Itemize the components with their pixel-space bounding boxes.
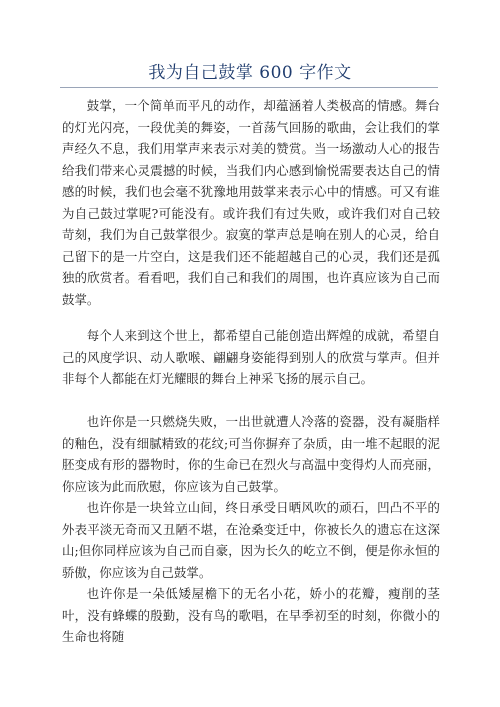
paragraph-2: 每个人来到这个世上，都希望自己能创造出辉煌的成就，希望自己的风度学识、动人歌喉、翩翩身姿能得到别人的欣赏与掌声。但并非每个人都能在灯光耀眼的舞台上神采飞扬的展示自己。 [62, 328, 440, 386]
paragraph-5: 也许你是一朵低矮屋檐下的无名小花，娇小的花瓣，瘦削的茎叶，没有蜂蝶的殷勤，没有鸟的歌唱，在早季初至的时刻，你微小的生命也将随 [62, 586, 440, 644]
document-title: 我为自己鼓掌 600 字作文 [148, 63, 352, 83]
paragraph-1: 鼓掌，一个简单而平凡的动作，却蕴涵着人类极高的情感。舞台的灯光闪亮，一段优美的舞姿，一首荡气回肠的歌曲，会让我们的掌声经久不息，我们用掌声来表示对美的赞赏。当一场激动人心的报告给我们带来心灵震撼的时候，当我们内心感到愉悦需要表达自己的情感的时候，我们也会毫不犹豫地用鼓掌来表示心中的情感。可又有谁为自己鼓过掌呢?可能没有。或许我们有过失败，或许我们对自己较苛刻，我们为自己鼓掌很少。寂寞的掌声总是响在别人的心灵，给自己留下的是一片空白，这是我们还不能超越自己的心灵，我们还是孤独的欣赏者。看看吧，我们自己和我们的周围，也许真应该为自己而鼓掌。 [62, 98, 440, 307]
paragraph-4: 也许你是一块耸立山间，终日承受日晒风吹的顽石，凹凸不平的外表平淡无奇而又丑陋不堪，在沧桑变迁中，你被长久的遗忘在这深山;但你同样应该为自己而自豪，因为长久的屹立不倒，便是你永恒的骄傲，你应该为自己鼓掌。 [62, 500, 440, 580]
paragraph-3: 也许你是一只燃烧失败，一出世就遭人冷落的瓷器，没有凝脂样的釉色，没有细腻精致的花纹;可当你摒弃了杂质，由一堆不起眼的泥胚变成有形的器物时，你的生命已在烈火与高温中变得灼人而亮丽，你应该为此而欣慰，你应该为自己鼓掌。 [62, 414, 440, 494]
title-divider [60, 87, 438, 88]
